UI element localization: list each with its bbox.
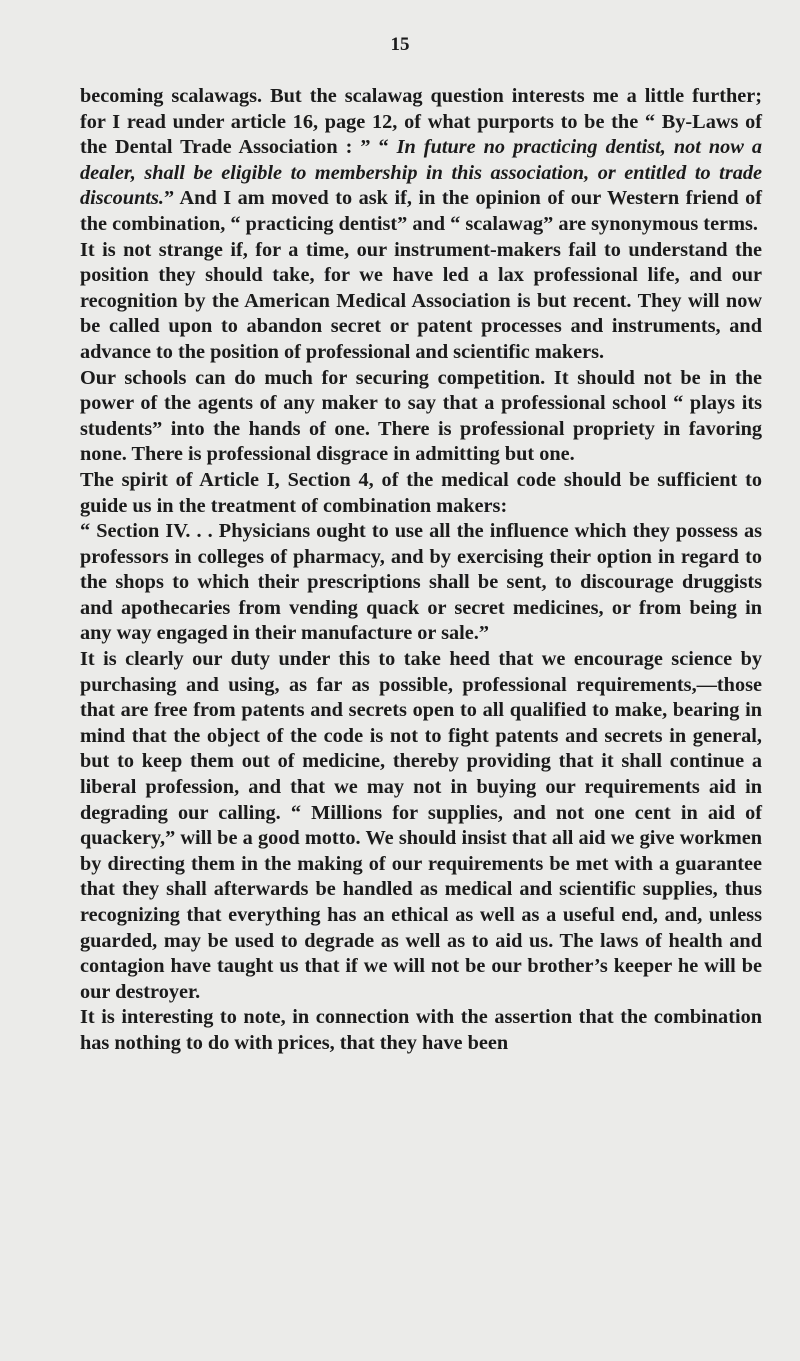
text-segment: “ Section IV. . . Physicians ought to use all the influence which they possess as professors in colleges of pharmacy, and by exercising their option in regard to the shops to which their prescriptions shall be sent, to discourage druggists and apothecaries from vending quack or secret medicines, or from being in any way engaged in their manufacture or sale.” <box>80 520 762 645</box>
text-segment: It is interesting to note, in connection with the assertion that the combination has nothing to do with prices, that they have been <box>80 1006 762 1054</box>
text-segment: The spirit of Article I, Section 4, of the medical code should be sufficient to guide us in the treatment of combination makers: <box>80 468 762 517</box>
paragraph <box>80 366 762 468</box>
text-segment: It is not strange if, for a time, our instrument-makers fail to understand the position they should take, for we have led a lax professional life, and our recognition by the American Medical Association is but recent. They will now be called upon to abandon secret or patent processes and instruments, and advance to the position of professional and scientific makers. <box>80 238 762 363</box>
text-segment: Our schools can do much for securing competition. It should not be in the power of the agents of any maker to say that a professional school “ plays its students” into the hands of one. There is professional propriety in favoring none. There is professional disgrace in admitting but one. <box>80 366 762 466</box>
paragraph <box>80 1005 762 1056</box>
paragraph-quote <box>80 519 762 647</box>
paragraph <box>80 84 762 238</box>
text-segment: becoming scalawags. But the scalawag question interests me a little further; for I read under article 16, page 12, of what purports to be the “ By-Laws of the Dental Trade Association : ” “ <box>80 85 762 159</box>
paragraph <box>80 647 762 1005</box>
text-segment: ” And I am moved to ask if, in the opinion of our Western friend of the combination, “ practicing dentist” and “ scalawag” are synonymous terms. <box>80 187 762 235</box>
paragraph <box>80 468 762 519</box>
text-segment: It is clearly our duty under this to take heed that we encourage science by purchasing and using, as far as possible, professional requirements,—those that are free from patents and secrets open to all qualified to make, bearing in mind that the object of the code is not to fight patents and secrets in general, but to keep them out of medicine, thereby providing that it shall continue a liberal profession, and that we may not in buying our requirements aid in degrading our calling. “ Millions for supplies, and not one cent in aid of quackery,” will be a good motto. We should insist that all aid we give workmen by directing them in the making of our requirements be met with a guarantee that they shall afterwards be handled as medical and scientific supplies, thus recognizing that everything has an ethical as well as a useful end, and, unless guarded, may be used to degrade as well as to aid us. The laws of health and contagion have taught us that if we will not be our brother’s keeper he will be our destroyer. <box>80 648 762 1003</box>
body-text <box>80 84 762 1057</box>
page-number: 15 <box>390 34 410 55</box>
paragraph <box>80 238 762 366</box>
italic-quote: In future no practicing dentist, not now a dealer, shall be eligible to membership in this association, or entitled to trade discounts. <box>80 136 762 210</box>
